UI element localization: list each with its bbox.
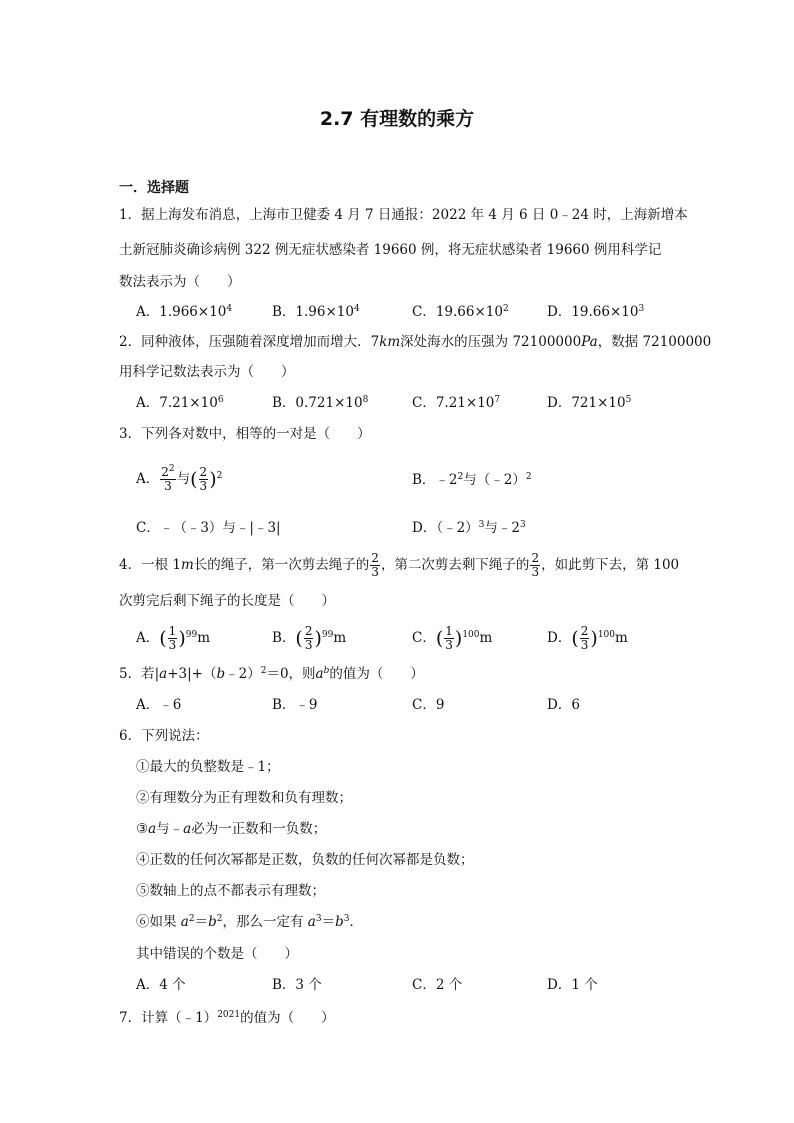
q1-stem-line-3: 数法表示为（ ） (119, 274, 241, 290)
q3-option-d[interactable]: D．（﹣2）$^3$与$﹣2^3$ (412, 520, 526, 536)
q4-stem-line-2: 次剪完后剩下绳子的长度是（ ） (119, 593, 335, 609)
q6-statement-3: ③a与﹣a必为一正数和一负数； (136, 821, 327, 837)
q6-statement-5: ⑤数轴上的点不都表示有理数； (136, 883, 325, 899)
q7-stem: 7．计算（﹣1）$^{2021}$的值为（ ） (119, 1010, 335, 1026)
q5-option-b[interactable]: B．﹣9 (272, 697, 318, 713)
q4-option-d[interactable]: D．( $\frac{2}{3}$ )$^{100}$m (547, 624, 628, 652)
q1-stem-line-1: 1．据上海发布消息，上海市卫健委 4 月 7 日通报：2022 年 4 月 6 日 0﹣24 时，上海新增本 (119, 207, 688, 223)
q3-option-a[interactable]: A． $\frac{2^2}{3}$ 与( $\frac{2}{3}$ )$^2$ (136, 464, 223, 493)
q2-option-b[interactable]: B．$0.721\times 10^8$ (272, 395, 369, 411)
q2-stem-line-2: 用科学记数法表示为（ ） (119, 364, 295, 380)
q5-stem: 5．若|a+3|+（b﹣2）$^2$＝0，则$a^b$的值为（ ） (119, 666, 424, 682)
q1-option-a[interactable]: A．$1.966\times 10^4$ (136, 304, 233, 320)
q4-option-b[interactable]: B．( $\frac{2}{3}$ )$^{99}$m (272, 624, 347, 652)
q1-option-c[interactable]: C．$19.66\times 10^2$ (412, 304, 509, 320)
q6-statement-1: ①最大的负整数是﹣1； (136, 759, 280, 775)
q1-option-d[interactable]: D．$19.66\times 10^3$ (547, 304, 645, 320)
section-heading: 一．选择题 (119, 180, 189, 196)
q6-option-b[interactable]: B．3 个 (272, 977, 322, 993)
q6-statement-4: ④正数的任何次幂都是正数，负数的任何次幂都是负数； (136, 852, 474, 868)
q6-stem: 6．下列说法： (119, 728, 209, 744)
q6-option-a[interactable]: A．4 个 (136, 977, 186, 993)
q3-stem: 3．下列各对数中，相等的一对是（ ） (119, 426, 371, 442)
q5-option-a[interactable]: A．﹣6 (136, 697, 182, 713)
q6-question: 其中错误的个数是（ ） (136, 946, 298, 962)
q5-option-c[interactable]: C．9 (412, 697, 445, 713)
q2-stem-line-1: 2．同种液体，压强随着深度增加而增大．7km深处海水的压强为 72100000Pa，数据 72100000 (119, 334, 712, 350)
q3-option-b[interactable]: B．$﹣2^2$与（﹣2）$^2$ (412, 472, 532, 488)
q2-option-c[interactable]: C．$7.21\times 10^7$ (412, 395, 501, 411)
q4-stem-line-1: 4．一根 1m长的绳子，第一次剪去绳子的 $\frac{2}{3}$ ，第二次剪去剩下绳子的 $\frac{2}{3}$ ，如此剪下去，第 100 (119, 551, 680, 579)
q4-fraction-2: $\frac{2}{3}$ (531, 551, 540, 579)
q6-option-c[interactable]: C．2 个 (412, 977, 463, 993)
q6-statement-6: ⑥如果 $a^2=b^2$，那么一定有 $a^3=b^3$． (136, 914, 363, 930)
q6-statement-2: ②有理数分为正有理数和负有理数； (136, 790, 352, 806)
page-title: 2.7 有理数的乘方 (319, 108, 475, 130)
q4-option-a[interactable]: A．( $\frac{1}{3}$ )$^{99}$m (136, 624, 210, 652)
q2-option-a[interactable]: A．$7.21\times 10^6$ (136, 395, 224, 411)
q5-option-d[interactable]: D．6 (547, 697, 580, 713)
q3-a-fraction-1: $\frac{2^2}{3}$ (161, 464, 175, 493)
q3-option-c[interactable]: C．﹣（﹣3）与﹣|﹣3| (136, 520, 281, 536)
q1-stem-line-2: 土新冠肺炎确诊病例 322 例无症状感染者 19660 例，将无症状感染者 19660 例用科学记 (119, 242, 662, 258)
q2-option-d[interactable]: D．$721\times 10^5$ (547, 395, 632, 411)
q4-option-c[interactable]: C．( $\frac{1}{3}$ )$^{100}$m (412, 624, 493, 652)
q3-a-fraction-2: $\frac{2}{3}$ (199, 465, 208, 493)
q6-option-d[interactable]: D．1 个 (547, 977, 598, 993)
q4-fraction-1: $\frac{2}{3}$ (371, 551, 379, 579)
q1-option-b[interactable]: B．$1.96\times 10^4$ (272, 304, 360, 320)
